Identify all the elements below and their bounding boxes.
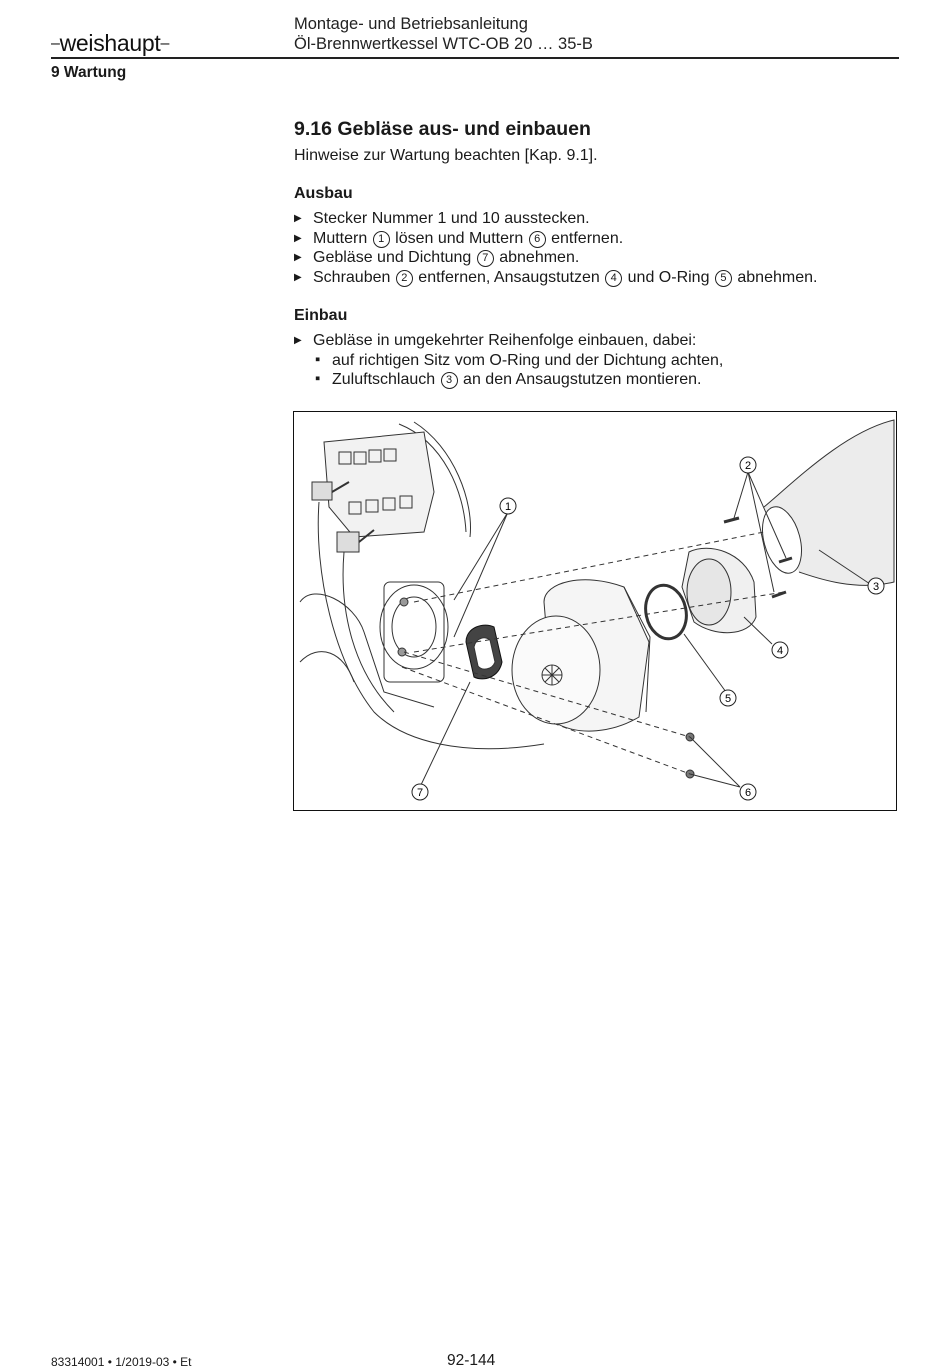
- chapter-label: 9 Wartung: [51, 64, 127, 81]
- step-text: und O-Ring: [623, 268, 714, 286]
- einbau-step: ▶ Gebläse in umgekehrter Reihenfolge einbauen, dabei:: [294, 331, 899, 351]
- document-title-line1: Montage- und Betriebsanleitung: [294, 15, 528, 33]
- callout-2: 2: [744, 460, 752, 472]
- callout-ref-4: 4: [605, 270, 622, 287]
- callout-ref-3: 3: [441, 372, 458, 389]
- einbau-steps: [294, 331, 899, 351]
- step-text: lösen und Muttern: [390, 229, 528, 247]
- callout-ref-2: 2: [396, 270, 413, 287]
- einbau-substep-1: ▪ auf richtigen Sitz vom O-Ring und der Dichtung achten,: [313, 351, 899, 371]
- step-text: abnehmen.: [494, 249, 580, 266]
- step-text: entfernen.: [546, 229, 624, 247]
- callout-4: 4: [776, 645, 784, 657]
- step-text: entfernen, Ansaugstutzen: [413, 268, 605, 286]
- intro-text: Hinweise zur Wartung beachten [Kap. 9.1].: [294, 147, 598, 164]
- ausbau-heading: Ausbau: [294, 185, 353, 202]
- header-rule: [51, 57, 899, 59]
- callout-ref-6: 6: [529, 231, 546, 248]
- ausbau-step-2: [294, 229, 899, 249]
- weishaupt-logo: –weishaupt–: [51, 30, 170, 56]
- document-title: [294, 14, 593, 54]
- ausbau-step-3: [294, 248, 899, 268]
- callout-ref-7: 7: [477, 250, 494, 267]
- brand-name: weishaupt: [59, 30, 161, 56]
- step-text: Zuluftschlauch: [332, 371, 440, 388]
- callout-5: 5: [724, 693, 732, 705]
- document-id: 83314001 • 1/2019-03 • Et: [51, 1355, 192, 1369]
- exploded-view-drawing: [294, 412, 898, 812]
- section-heading: 9.16 Gebläse aus- und einbauen: [294, 118, 591, 140]
- document-title-line2: Öl-Brennwertkessel WTC-OB 20 … 35-B: [294, 35, 593, 53]
- step-text: an den Ansaugstutzen montieren.: [458, 371, 702, 388]
- callout-7: 7: [416, 787, 424, 799]
- callout-6: 6: [744, 787, 752, 799]
- callout-ref-5: 5: [715, 270, 732, 287]
- step-text: Gebläse und Dichtung: [313, 249, 476, 266]
- ausbau-steps: [294, 209, 899, 287]
- exploded-view-figure: [293, 411, 897, 811]
- callout-1: 1: [504, 501, 512, 513]
- callout-3: 3: [872, 581, 880, 593]
- step-text: abnehmen.: [732, 268, 818, 286]
- callout-ref-1: 1: [373, 231, 390, 248]
- main-content: [294, 118, 899, 390]
- einbau-substep-2: [313, 370, 899, 390]
- step-text: Stecker Nummer 1 und 10 ausstecken.: [313, 210, 590, 227]
- einbau-substeps: [294, 351, 899, 390]
- page-number: 92-144: [447, 1352, 496, 1369]
- ausbau-step-1: [294, 209, 899, 229]
- step-text: Muttern: [313, 229, 372, 247]
- ausbau-step-4: [294, 268, 899, 288]
- einbau-heading: Einbau: [294, 307, 348, 324]
- step-text: Schrauben: [313, 268, 395, 286]
